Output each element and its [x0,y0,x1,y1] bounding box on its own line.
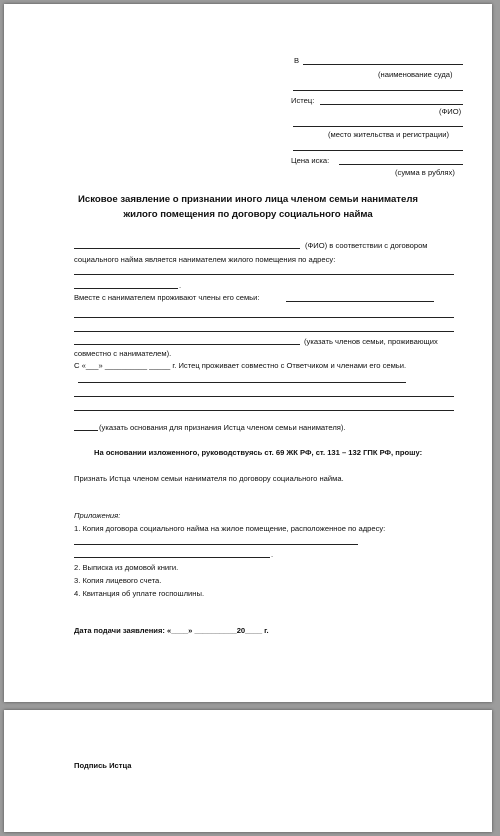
p4-hint: (указать основания для признания Истца членом семьи нанимателя). [99,423,346,432]
filing-date: Дата подачи заявления: «____» __________20____ г. [74,626,269,635]
address-line-2 [74,288,178,289]
basis-line-4 [74,430,98,431]
family-line-4 [74,344,300,345]
claim-price-label: Цена иска: [291,156,330,165]
attachment-item-4: 4. Квитанция об уплате госпошлины. [74,589,205,598]
p1-line2: социального найма является нанимателем жилого помещения по адресу: [74,255,336,264]
to-court-prefix: В [294,56,300,65]
fio-hint: (ФИО) [439,107,462,116]
basis-line-1 [78,382,406,383]
residence-hint: (место жительства и регистрации) [328,130,450,139]
document-title-line-2: жилого помещения по договору социального найма [123,209,373,220]
attachment-item-2: 2. Выписка из домовой книги. [74,563,179,572]
family-line-2 [74,317,454,318]
p3-text: С «___» __________ _____ г. Истец проживает совместно с Ответчиком и членами его семьи. [74,361,407,370]
document-page-2 [4,710,492,832]
p1-dot: . [179,281,182,290]
request-text: Признать Истца членом семьи нанимателя по договору социального найма. [74,474,344,483]
p2-start: Вместе с нанимателем проживают члены его семьи: [74,293,260,302]
family-line-3 [74,331,454,332]
header-blank-line [293,90,463,91]
attachment-dot: . [271,550,274,559]
p2-hint: (указать членов семьи, проживающих [304,337,438,346]
document-page-1 [4,4,492,702]
plaintiff-signature: Подпись Истца [74,761,132,770]
attachments-heading: Приложения: [74,511,121,520]
plaintiff-line [320,104,463,105]
p1-after-line: (ФИО) в соответствии с договором [305,241,428,250]
residence-line-2 [293,150,463,151]
address-line [74,274,454,275]
residence-line [293,126,463,127]
attachment-item-1: 1. Копия договора социального найма на жилое помещение, расположенное по адресу: [74,524,386,533]
fio-line [74,248,300,249]
plaintiff-label: Истец: [291,96,315,105]
p2-end: совместно с нанимателем). [74,349,172,358]
sum-hint: (сумма в рублях) [395,168,455,177]
court-name-line [303,64,463,65]
attachment-item-3: 3. Копия лицевого счета. [74,576,162,585]
court-name-hint: (наименование суда) [378,70,453,79]
document-title-line-1: Исковое заявление о признании иного лица членом семьи нанимателя [77,194,419,205]
attachment-address-line-2 [74,557,270,558]
legal-basis: На основании изложенного, руководствуясь ст. 69 ЖК РФ, ст. 131 – 132 ГПК РФ, прошу: [94,448,423,457]
basis-line-2 [74,396,454,397]
claim-price-line [339,164,463,165]
basis-line-3 [74,410,454,411]
attachment-address-line [74,544,358,545]
family-line [286,301,434,302]
